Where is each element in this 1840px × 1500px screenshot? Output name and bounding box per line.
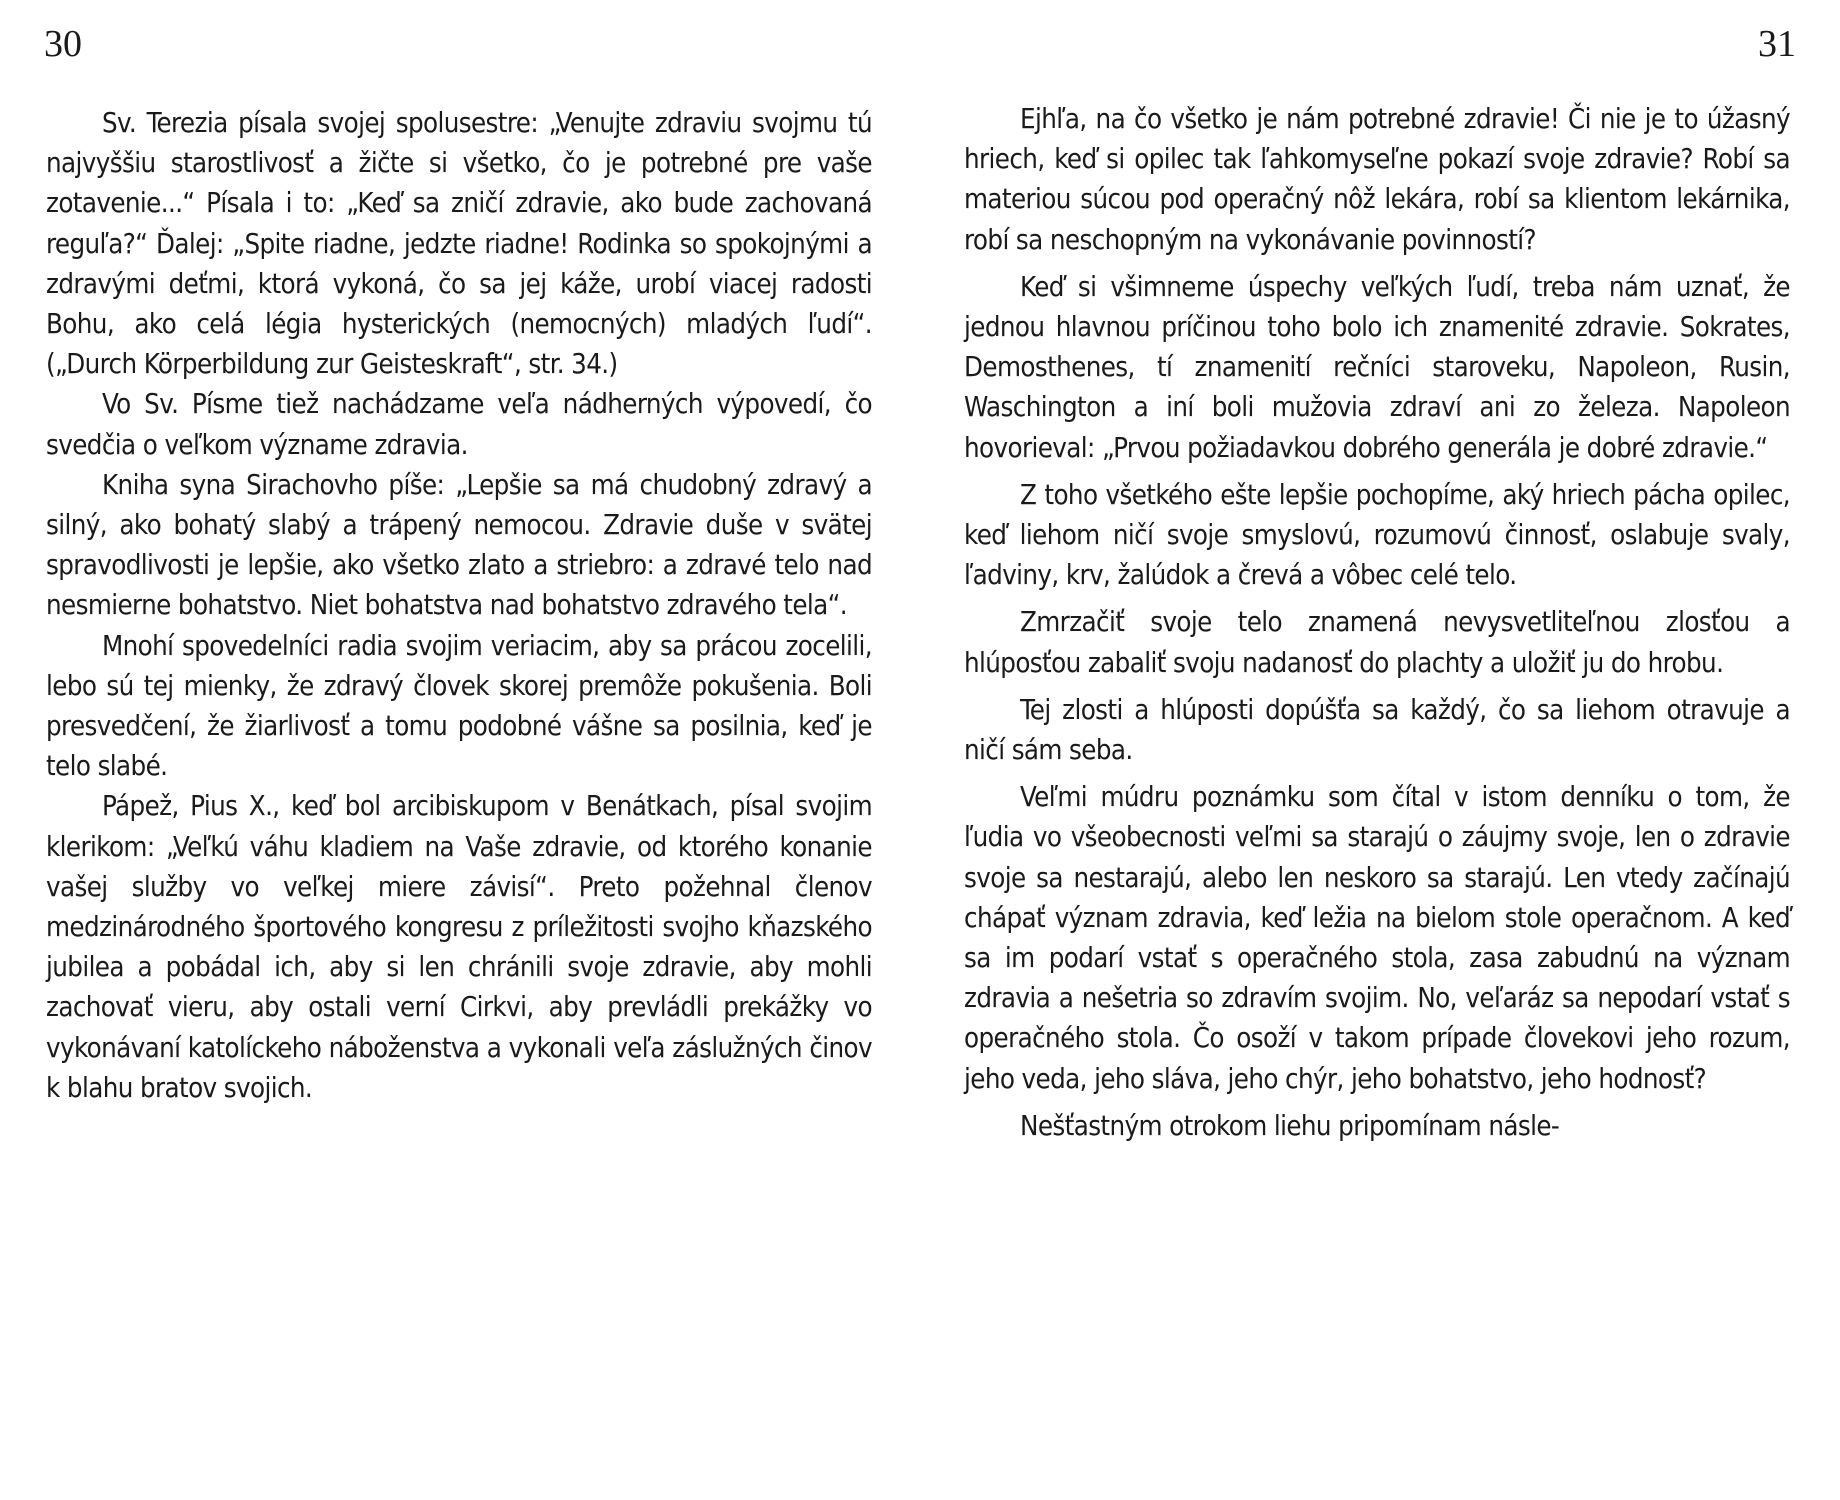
left-page-text [46, 104, 872, 1109]
left-page-number: 30 [44, 23, 82, 65]
right-paragraph-7: Nešťastným otrokom liehu pripomínam násle- [1020, 1110, 1560, 1142]
left-paragraph-1: Sv. Terezia písala svojej spolusestre: „Venujte zdraviu svojmu tú najvyššiu starostlivosť a žičte si všetko, čo je potrebné pre vaše zotavenie...“ Písala i to: „Keď sa zničí zdravie, ako bude zachovaná reguľa?“ Ďalej: „Spite riadne, jedzte riadne! Rodinka so spokojnými a zdravými deťmi, ktorá vykoná, čo sa jej káže, urobí viacej radosti Bohu, ako celá légia hysterických (nemocných) mladých ľudí“. („Durch Körperbildung zur Geisteskraft“, str. 34.) [46, 108, 872, 381]
right-paragraph-3: Z toho všetkého ešte lepšie pochopíme, aký hriech pácha opilec, keď liehom ničí svoje smyslovú, rozumovú činnosť, oslabuje svaly, ľadviny, krv, žalúdok a črevá a vôbec celé telo. [964, 479, 1790, 592]
left-paragraph-3: Kniha syna Sirachovho píše: „Lepšie sa má chudobný zdravý a silný, ako bohatý slabý a trápený nemocou. Zdravie duše v svätej spravodlivosti je lepšie, ako všetko zlato a striebro: a zdravé telo nad nesmierne bohatstvo. Niet bohatstva nad bohatstvo zdravého tela“. [46, 469, 872, 622]
right-paragraph-6: Veľmi múdru poznámku som čítal v istom denníku o tom, že ľudia vo všeobecnosti veľmi sa starajú o záujmy svoje, len o zdravie svoje sa nestarajú, alebo len neskoro sa starajú. Len vtedy začínajú chápať význam zdravia, keď ležia na bielom stole operačnom. A keď sa im podarí vstať s operačného stola, zasa zabudnú na význam zdravia a nešetria so zdravím svojim. No, veľaráz sa nepodarí vstať s operačného stola. Čo osoží v takom prípade človekovi jeho rozum, jeho veda, jeho sláva, jeho chýr, jeho bohatstvo, jeho hodnosť? [964, 782, 1790, 1095]
right-paragraph-5: Tej zlosti a hlúposti dopúšťa sa každý, čo sa liehom otravuje a ničí sám seba. [964, 694, 1790, 767]
left-paragraph-2: Vo Sv. Písme tiež nachádzame veľa nádherných výpovedí, čo svedčia o veľkom význame zdravia. [46, 389, 872, 461]
right-page [920, 0, 1840, 1500]
left-paragraph-4: Mnohí spovedelníci radia svojim veriacim, aby sa prácou zocelili, lebo sú tej mienky, že zdravý človek skorej premôže pokušenia. Boli presvedčení, že žiarlivosť a tomu podobné vášne sa posilnia, keď je telo slabé. [46, 630, 872, 783]
left-paragraph-5: Pápež, Pius X., keď bol arcibiskupom v Benátkach, písal svojim klerikom: „Veľkú váhu kladiem na Vaše zdravie, od ktorého konanie vašej služby vo veľkej miere závisí“. Preto požehnal členov medzinárodného športového kongresu z príležitosti svojho kňazského jubilea a pobádal ich, aby si len chránili svoje zdravie, aby mohli zachovať vieru, aby ostali verní Cirkvi, aby prevládli prekážky vo vykonávaní katolíckeho náboženstva a vykonali veľa záslužných činov k blahu bratov svojich. [46, 791, 872, 1104]
right-paragraph-4: Zmrzačiť svoje telo znamená nevysvetliteľnou zlosťou a hlúposťou zabaliť svoju nadanosť do plachty a uložiť ju do hrobu. [964, 607, 1790, 679]
right-page-text [964, 100, 1790, 1147]
right-paragraph-1: Ejhľa, na čo všetko je nám potrebné zdravie! Či nie je to úžasný hriech, keď si opilec tak ľahkomyseľne pokazí svoje zdravie? Robí sa materiou súcou pod operačný nôž lekára, robí sa klientom lekárnika, robí sa neschopným na vykonávanie povinností? [964, 104, 1790, 256]
right-paragraph-2: Keď si všimneme úspechy veľkých ľudí, treba nám uznať, že jednou hlavnou príčinou toho bolo ich znamenité zdravie. Sokrates, Demosthenes, tí znamenití rečníci staroveku, Napoleon, Rusin, Waschington a iní boli mužovia zdraví ani zo železa. Napoleon hovorieval: „Prvou požiadavkou dobrého generála je dobré zdravie.“ [964, 271, 1790, 464]
right-page-number: 31 [1758, 23, 1796, 65]
